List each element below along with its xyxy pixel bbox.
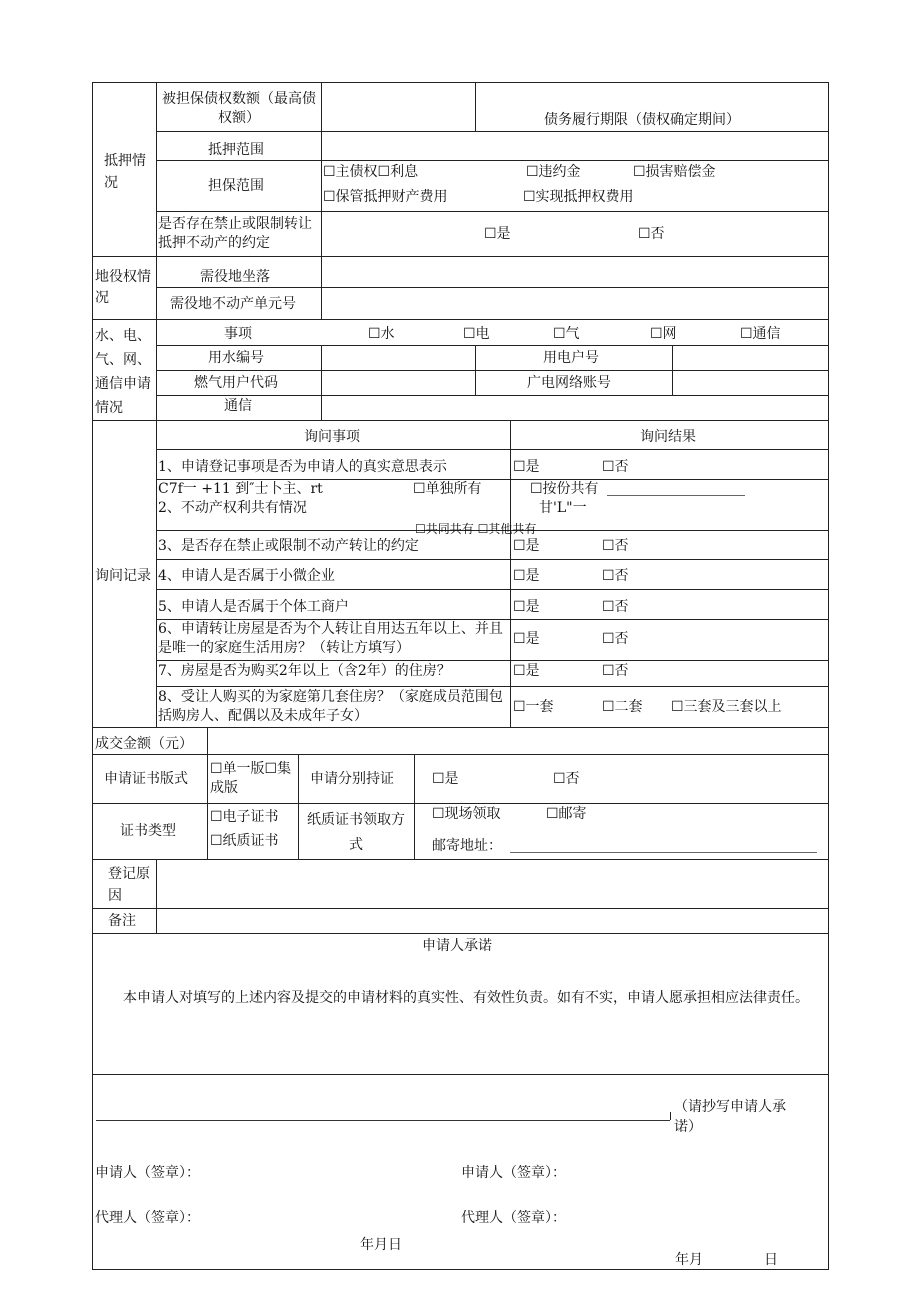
- separate-holding-no[interactable]: ☐否: [553, 771, 580, 787]
- inquiry-q4-no[interactable]: ☐否: [602, 568, 629, 584]
- inquiry-q4-yes[interactable]: ☐是: [513, 568, 540, 584]
- secured-amount-label: 被担保债权数额（最高债权额）: [162, 91, 316, 126]
- inquiry-q1-yes[interactable]: ☐是: [513, 459, 540, 475]
- inquiry-q2-share-owned[interactable]: ☐按份共有: [530, 481, 599, 497]
- guarantee-option-penalty[interactable]: ☐违约金: [526, 164, 581, 180]
- mail-address-label: 邮寄地址：: [432, 838, 502, 854]
- inquiry-q2-result-cell: [411, 480, 827, 529]
- servient-location-label: 需役地坐落: [200, 269, 270, 285]
- utilities-section-label: 水、电、气、网、通信申请情况: [95, 328, 151, 416]
- transfer-restriction-no[interactable]: ☐否: [638, 226, 665, 242]
- agent-signature-right[interactable]: 代理人（签章）：: [461, 1210, 566, 1226]
- power-number-label: 用电户号: [543, 350, 599, 366]
- mortgage-section-label: 抵押情况: [104, 153, 146, 191]
- gas-code-label: 燃气用户代码: [194, 375, 278, 391]
- inquiry-q8-two[interactable]: ☐二套: [602, 699, 643, 715]
- separate-holding-yes[interactable]: ☐是: [432, 771, 459, 787]
- inquiry-q8-three-plus[interactable]: ☐三套及三套以上: [671, 699, 782, 715]
- commitment-text: 本申请人对填写的上述内容及提交的申请材料的真实性、有效性负责。如有不实，申请人愿承担相应法律责任。: [123, 990, 809, 1006]
- utility-option-power[interactable]: ☐电: [463, 326, 490, 342]
- cert-format-label: 申请证书版式: [104, 771, 188, 787]
- mail-address-field[interactable]: [510, 852, 817, 853]
- registration-reason-label: 登记原因: [108, 866, 150, 904]
- inquiry-q6-yes[interactable]: ☐是: [513, 631, 540, 647]
- separate-holding-label: 申请分别持证: [310, 771, 394, 787]
- inquiry-section-label: 询问记录: [95, 568, 151, 584]
- telecom-label: 通信: [224, 398, 252, 414]
- inquiry-q3-yes[interactable]: ☐是: [513, 538, 540, 554]
- easement-section-label: 地役权情况: [95, 269, 151, 306]
- guarantee-option-principal-interest[interactable]: ☐主债权☐利息: [323, 164, 419, 180]
- inquiry-col-matter: 询问事项: [304, 429, 360, 445]
- inquiry-q6: 6、申请转让房屋是否为个人转让自用达五年以上、并且是唯一的家庭生活用房？（转让方填写）: [158, 621, 503, 656]
- deal-amount-label: 成交金额（元）: [95, 736, 193, 752]
- remarks-label: 备注: [108, 913, 136, 929]
- inquiry-q2-sole-owned[interactable]: ☐单独所有: [413, 481, 482, 497]
- guarantee-scope-label: 担保范围: [208, 178, 264, 194]
- inquiry-q5-yes[interactable]: ☐是: [513, 599, 540, 615]
- cable-account-label: 广电网络账号: [527, 375, 611, 391]
- pickup-mail[interactable]: ☐邮寄: [546, 806, 587, 822]
- inquiry-q7: 7、房屋是否为购买2年以上（含2年）的住房？: [158, 663, 451, 679]
- guarantee-option-enforcement-cost[interactable]: ☐实现抵押权费用: [523, 189, 634, 205]
- applicant-signature-right[interactable]: 申请人（签章）：: [461, 1165, 566, 1181]
- agent-signature-left[interactable]: 代理人（签章）：: [95, 1210, 200, 1226]
- inquiry-q7-yes[interactable]: ☐是: [513, 663, 540, 679]
- utility-option-network[interactable]: ☐网: [650, 326, 677, 342]
- inquiry-q8-one[interactable]: ☐一套: [513, 699, 554, 715]
- water-number-label: 用水编号: [208, 350, 264, 366]
- inquiry-q1-no[interactable]: ☐否: [602, 459, 629, 475]
- inquiry-q2-share-blank[interactable]: [607, 495, 745, 496]
- date-right-month: 年月: [675, 1252, 703, 1268]
- date-right-day: 日: [764, 1252, 778, 1268]
- inquiry-col-result: 询问结果: [640, 429, 696, 445]
- commitment-copy-tick: [670, 1112, 671, 1120]
- transfer-restriction-label: 是否存在禁止或限制转让抵押不动产的约定: [158, 216, 312, 251]
- cert-format-options[interactable]: ☐单一版☐集成版: [210, 761, 292, 796]
- inquiry-q1: 1、申请登记事项是否为申请人的真实意思表示: [158, 459, 447, 475]
- commitment-title: 申请人承诺: [422, 938, 492, 954]
- commitment-copy-note: （请抄写申请人承诺）: [674, 1099, 786, 1135]
- guarantee-option-custody-cost[interactable]: ☐保管抵押财产费用: [323, 189, 448, 205]
- debt-term-label: 债务履行期限（债权确定期间）: [544, 112, 740, 128]
- inquiry-q8: 8、受让人购买的为家庭第几套住房？（家庭成员范围包括购房人、配偶以及未成年子女）: [158, 689, 503, 724]
- transfer-restriction-yes[interactable]: ☐是: [484, 226, 511, 242]
- utility-option-telecom[interactable]: ☐通信: [740, 326, 781, 342]
- inquiry-q5: 5、申请人是否属于个体工商户: [158, 599, 349, 615]
- date-left: 年月日: [360, 1237, 402, 1253]
- inquiry-q2: 2、不动产权利共有情况: [158, 500, 307, 516]
- inquiry-q4: 4、申请人是否属于小微企业: [158, 568, 335, 584]
- inquiry-q5-no[interactable]: ☐否: [602, 599, 629, 615]
- inquiry-q2-bottom-partial: ☐共同共有 ☐其他共有: [415, 522, 537, 536]
- utility-option-water[interactable]: ☐水: [368, 326, 395, 342]
- inquiry-q3: 3、是否存在禁止或限制不动产转让的约定: [158, 538, 419, 554]
- pickup-onsite[interactable]: ☐现场领取: [432, 806, 501, 822]
- cert-type-paper[interactable]: ☐纸质证书: [210, 833, 279, 849]
- inquiry-q2-garbled: C7f一 +11 到″士卜主、rt: [158, 481, 323, 497]
- inquiry-q7-no[interactable]: ☐否: [602, 663, 629, 679]
- paper-pickup-label: 纸质证书领取方式: [307, 812, 405, 853]
- inquiry-q3-no[interactable]: ☐否: [602, 538, 629, 554]
- cert-type-electronic[interactable]: ☐电子证书: [210, 809, 279, 825]
- mortgage-scope-label: 抵押范围: [208, 142, 264, 158]
- inquiry-q6-no[interactable]: ☐否: [602, 631, 629, 647]
- commitment-copy-line[interactable]: [96, 1120, 670, 1121]
- guarantee-option-damages[interactable]: ☐损害赔偿金: [633, 164, 716, 180]
- inquiry-q2-garbled-right: 甘'L"一: [539, 500, 587, 516]
- applicant-signature-left[interactable]: 申请人（签章）：: [95, 1165, 200, 1181]
- utility-option-gas[interactable]: ☐气: [553, 326, 580, 342]
- cert-type-label: 证书类型: [120, 823, 176, 839]
- utility-items-label: 事项: [224, 326, 252, 342]
- servient-unit-label: 需役地不动产单元号: [170, 296, 296, 312]
